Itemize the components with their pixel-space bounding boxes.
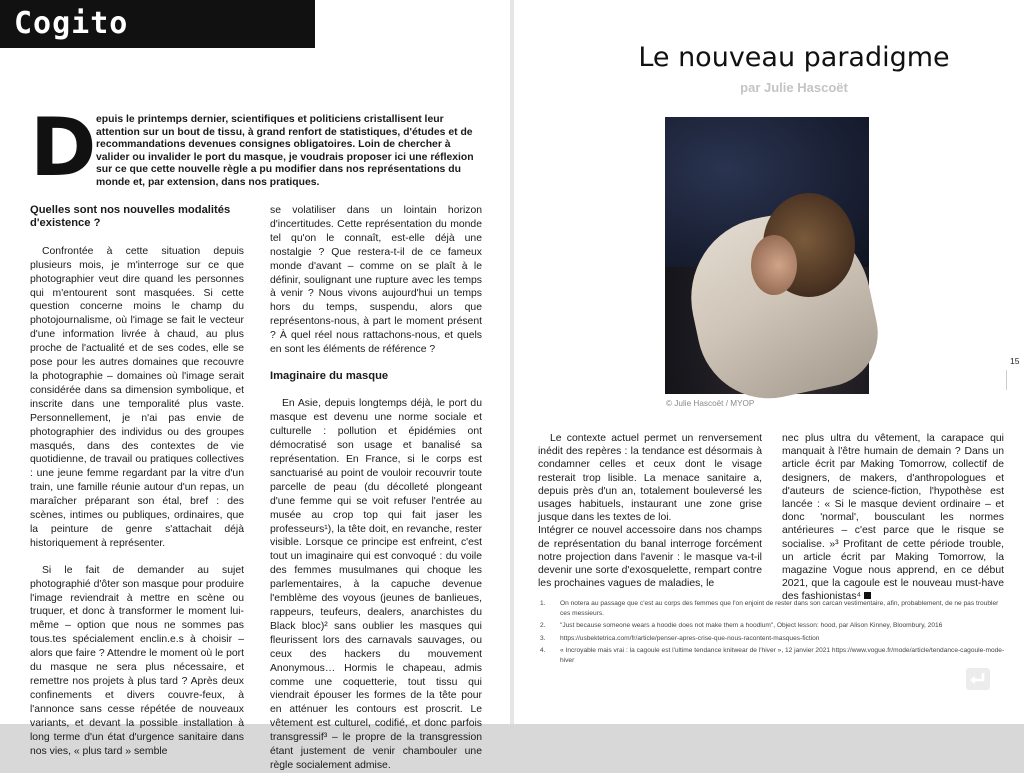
footnote xyxy=(540,599,1010,618)
footnote-text: "Just because someone wears a hoodie does not make them a hoodlum", Object lesson: hood, par Alison Kinney, Bloombury, 2016 xyxy=(560,622,943,630)
return-arrow-icon[interactable] xyxy=(966,668,990,690)
paragraph: Confrontée à cette situation depuis plusieurs mois, je m'interroge sur ce que photographier veut dire quand les personnes qui m'entourent sont masquées. Si cette question concerne moins le champ du photojournalisme, où l'image se fait le vecteur d'une information livrée à chaud, au plus proche de l'actualité et de ses codes, elle se pose pour les autres domaines que recouvre la photographie – domaines où l'image serait considérée dans sa dimension symbolique, et inscrite dans une temporalité plus vaste. Personnellement, je n'ai pas envie de photographier des individus ou des groupes masqués, dans des contextes de vie quotidienne, de travail ou pratiques collectives : une jeune femme regardant par la vitre d'un train, une famille réunie autour d'un repas, un maraîcher préparant son étal, bref : des scènes, intimes ou publiques, ordinaires, que la peinture de genre s'attachait déjà historiquement à représenter. xyxy=(30,245,244,549)
photo-face-shape xyxy=(751,235,797,295)
footnote-text: https://usbektetrica.com/fr/article/penser-apres-crise-que-nous-racontent-masques-fiction xyxy=(560,634,820,642)
paragraph: se volatiliser dans un lointain horizon d'incertitudes. Cette représentation du monde tel qu'on le connaît, est-elle déjà une nostalgie ? Que restera-t-il de ce fameux monde d'avant – comme on se plaît à le définir, soulignant une rupture avec les temps à venir ? Nous vivons aujourd'hui un temps hors du temps, suspendu, alors que représentons-nous, à part le moment présent ? À quel réel nous rattachons-nous, et quels en sont les éléments de référence ? xyxy=(270,205,482,356)
folio-rule xyxy=(1006,370,1007,390)
paragraph-text: nec plus ultra du vêtement, la carapace qui manquait à l'être humain de demain ? Dans un article écrit par Making Tomorrow, collectif de designers, de makers, d'anthropologues et d'auteurs de science-fiction, l'hypothèse est lancée : « Si le masque devient ordinaire – et donc 'normal', bousculant les normes antérieures – c'est parce que le risque se socialise. »³ Profitant de cette période trouble, un article écrit par Making Tomorrow, la magazine Vogue nous apprend, en ce début 2021, que la cagoule est le nouveau must-have des fashionistas⁴ xyxy=(782,433,1004,603)
footnote xyxy=(540,646,1010,665)
footnote-number: 3. xyxy=(540,634,546,642)
footnotes xyxy=(540,599,1010,666)
footnote xyxy=(540,621,1010,631)
text-column-1 xyxy=(30,204,244,758)
footnote-number: 1. xyxy=(540,600,546,607)
left-page xyxy=(0,0,510,771)
section-heading: Quelles sont nos nouvelles modalités d'existence ? xyxy=(30,204,231,230)
text-column-3 xyxy=(538,432,762,590)
paragraph: Le contexte actuel permet un renversement inédit des repères : la tendance est désormais à condamner celles et ceux dont le visage resterait trop lisible. La menace sanitaire a, depuis près d'un an, totalement bouleversé les usages habituels, instaurant une zone grise jusque dans les textes de loi. xyxy=(538,433,762,524)
article-byline: par Julie Hascoët xyxy=(740,80,848,95)
paragraph: En Asie, depuis longtemps déjà, le port du masque est devenu une norme sociale et culturelle : pollution et épidémies ont démocratisé son usage et banalisé sa représentation. En France, si le corps est sanctuarisé au point de vouloir recouvrir toute parcelle de peau (du décolleté plongeant d'une femme qui se voit refuser l'entrée au musée au crop top qui fait jaser les professeurs¹), la tête doit, en revanche, rester visible. Lorsque ce principe est enfreint, c'est tout un imaginaire qui est convoqué : du voile des femmes musulmanes qui choque les parlementaires, à la capuche devenue l'emblème des voyous (jeunes de banlieues, rappeurs, teufeurs, dealers, anarchistes du Black bloc)² sans oublier les masques qui fleurissent lors des carnavals sauvages, ou ceux des hackers du mouvement Anonymous… Hormis le chapeau, admis comme une coquetterie, tout tissu qui viendrait épouser les formes de la tête pour en atténuer les contours est proscrit. Le vêtement est culturel, codifié, et donc parfois transgressif³ – le propre de la transgression étant justement de venir chambouler une règle socialement admise. xyxy=(270,398,482,771)
page-number: 15 xyxy=(1010,356,1020,366)
article-photo xyxy=(665,117,869,394)
footnote-number: 2. xyxy=(540,622,546,630)
section-heading: Imaginaire du masque xyxy=(270,369,389,382)
section-title: Cogito xyxy=(14,6,129,41)
article-lede: epuis le printemps dernier, scientifiques et politiciens cristallisent leur attention sur un bout de tissu, à grand renfort de statistiques, d'études et de recommandations devenues consignes obligatoires. Loin de chercher à valider ou invalider le port du masque, je voudrais proposer ici une réflexion sur ce que cette nouvelle règle a pu modifier dans nos représentations du monde et, par extension, dans nos pratiques. xyxy=(96,114,474,188)
footnote-text: « Incroyable mais vrai : la cagoule est l'ultime tendance knitwear de l'hiver », 12 janvier 2021 https://www.vogue.fr/mode/article/tendance-cagoule-mode-hiver xyxy=(560,647,1005,664)
footnote-text: On notera au passage que c'est au corps des femmes que l'on enjoint de rester dans son carcan vestimentaire, afin, probablement, de ne pas troubler ces messieurs. xyxy=(560,600,999,617)
text-column-4 xyxy=(782,432,1004,604)
drop-cap: D xyxy=(30,101,97,194)
footnote-number: 4. xyxy=(540,647,546,655)
section-banner xyxy=(0,0,315,48)
photo-credit: © Julie Hascoët / MYOP xyxy=(666,399,755,408)
paragraph xyxy=(782,432,1004,604)
article-title: Le nouveau paradigme xyxy=(638,42,950,73)
right-page xyxy=(514,0,1024,724)
paragraph: Intégrer ce nouvel accessoire dans nos champs de représentation du banal interroge forcément notre projection dans l'avenir : le masque va-t-il devenir une sorte d'exosquelette, rempart contre les prochaines vagues de maladies, le xyxy=(538,525,762,590)
footnote xyxy=(540,634,1010,644)
paragraph: Si le fait de demander au sujet photographié d'ôter son masque pour produire l'image reviendrait à mettre en scène ou truquer, et donc à transformer le moment lui-même – option que nous ne sommes pas tous.tes spécialement enclin.e.s à choisir – alors que faire ? Attendre le moment où le port du masque ne sera plus nécessaire, et remettre nos projets à plus tard ? Après deux confinements et divers couvre-feux, à l'annonce sans cesse répétée de nouveaux variants, et devant la possible installation à long terme d'un état d'urgence sanitaire dans nos vies, « plus tard » semble xyxy=(30,564,244,757)
text-column-2 xyxy=(270,204,482,773)
